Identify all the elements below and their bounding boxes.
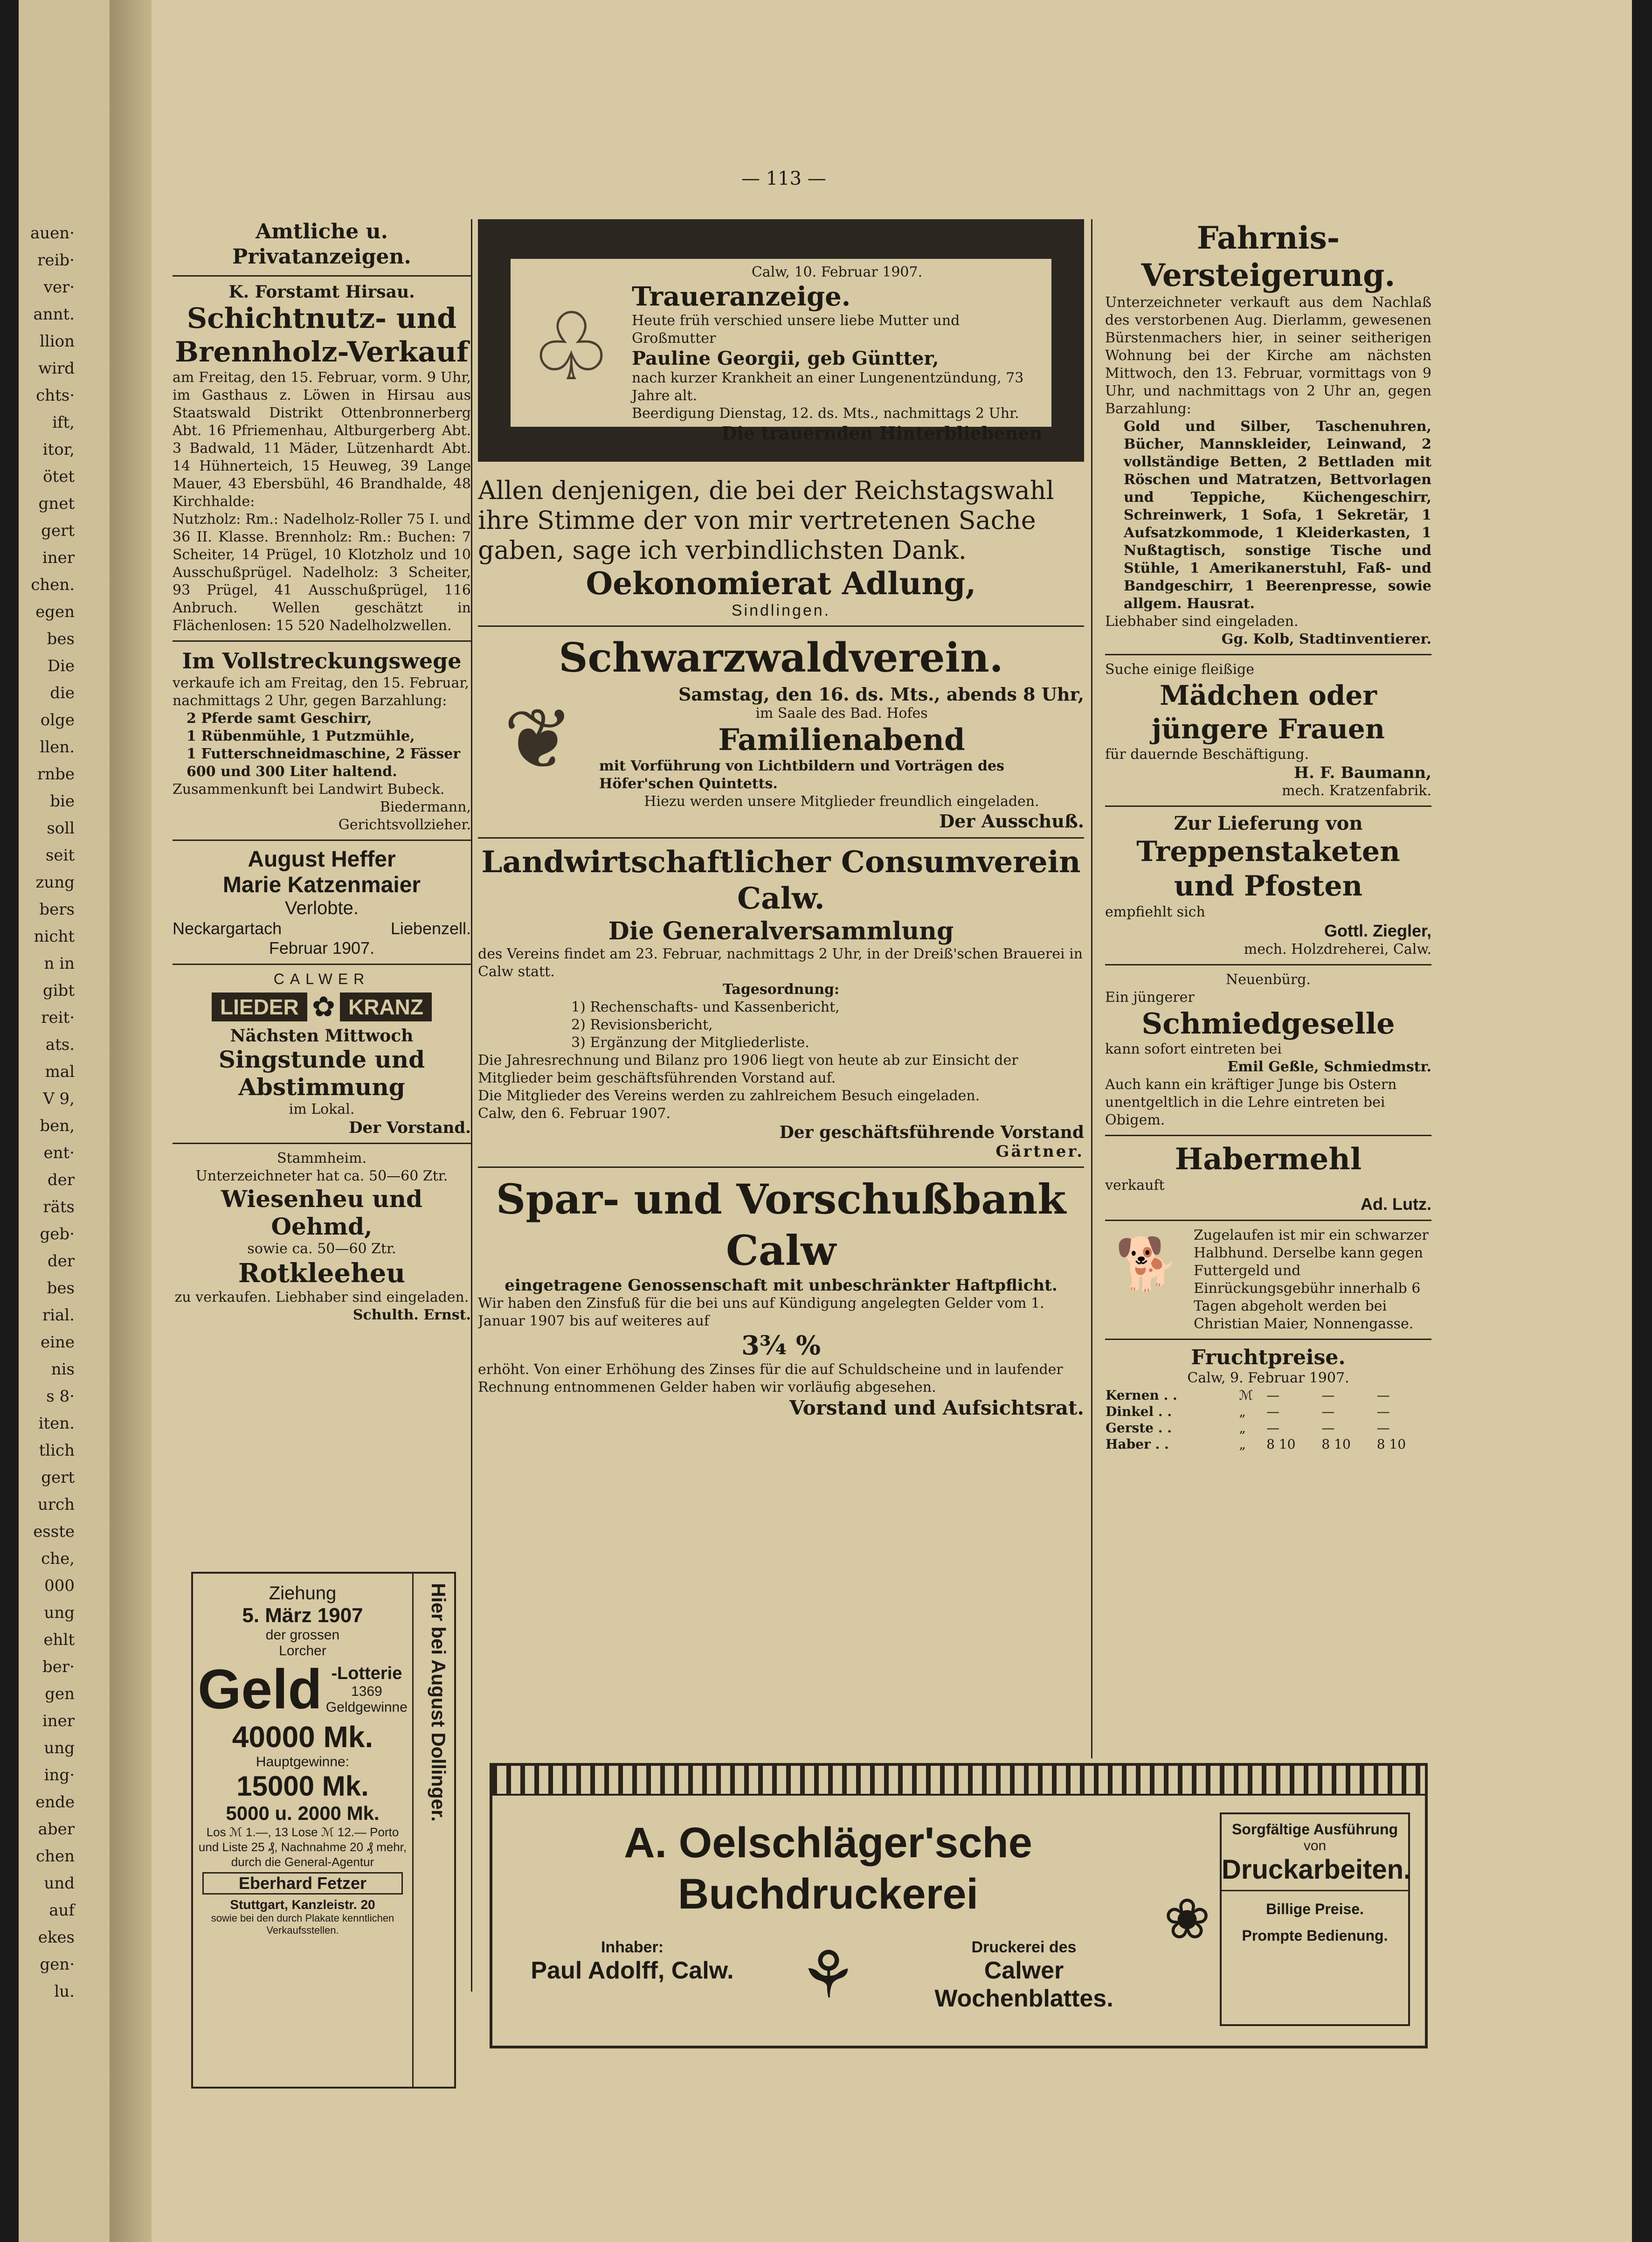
cv-sign-name: Gärtner. xyxy=(995,1142,1084,1161)
mourning-text: Beerdigung Dienstag, 12. ds. Mts., nachmittags 2 Uhr. xyxy=(632,405,1019,422)
hay-line: zu verkaufen. Liebhaber sind eingeladen. xyxy=(174,1289,469,1305)
page-number: — 113 — xyxy=(741,168,826,189)
previous-page-fragment: che, xyxy=(41,1549,75,1568)
previous-page-fragment: geb· xyxy=(40,1225,75,1243)
dog-icon: 🐕 xyxy=(1115,1234,1179,1294)
print-right-title: Druckarbeiten. xyxy=(1222,1854,1408,1891)
previous-page-fragment: bie xyxy=(50,792,75,811)
list-item: 1) Rechenschafts- und Kassenbericht, xyxy=(571,999,840,1015)
hay-place: Stammheim. xyxy=(276,1150,367,1166)
previous-page-fragment: llen. xyxy=(40,738,75,757)
supply-sign-2: mech. Holzdreherei, Calw. xyxy=(1244,941,1431,958)
bank-sign: Vorstand und Aufsichtsrat. xyxy=(789,1396,1084,1419)
club-sign: Der Vorstand. xyxy=(349,1118,471,1137)
sw-title: Schwarzwaldverein. xyxy=(559,634,1003,681)
hay-line: sowie ca. 50—60 Ztr. xyxy=(247,1241,396,1257)
club-line: Nächsten Mittwoch xyxy=(230,1026,414,1046)
mourning-name: Pauline Georgii, geb Güntter, xyxy=(632,347,939,369)
table-cell: „ xyxy=(1239,1404,1246,1419)
previous-page-fragment: ber· xyxy=(42,1658,75,1676)
table-row xyxy=(1105,1420,1431,1436)
print-owner-label: Inhaber: xyxy=(601,1938,664,1956)
previous-page-fragment: ende xyxy=(35,1793,75,1812)
wood-sale-details: Nutzholz: Rm.: Nadelholz-Roller 75 I. und 36 II. Klasse. Brennholz: Rm.: Buchen: 7 Scheiter, 14 Prügel, 10 Klotzholz und 10 Ausschußprügel. Nadelholz: 3 Scheiter, 93 Prügel, 41 Ausschußprügel, 116 Anbruch. Wellen geschätzt in Flächenlosen: 15 520 Nadelholzwellen. xyxy=(173,511,471,634)
table-cell: „ xyxy=(1239,1437,1246,1452)
previous-page-fragment: auen· xyxy=(30,224,75,243)
club-logo-right: KRANZ xyxy=(340,993,432,1021)
previous-page-fragment: gen· xyxy=(40,1955,75,1974)
sw-date: Samstag, den 16. ds. Mts., abends 8 Uhr, xyxy=(678,684,1084,705)
engagement-label: Verlobte. xyxy=(285,898,359,918)
section-header: Amtliche u. Privatanzeigen. xyxy=(232,220,411,269)
previous-page-fragment: rnbe xyxy=(37,765,75,784)
sw-sign: Der Ausschuß. xyxy=(939,811,1084,832)
sw-event: Familienabend xyxy=(718,722,965,757)
bank-title: Spar- und Vorschußbank Calw xyxy=(496,1175,1066,1275)
engagement-name-2: Marie Katzenmaier xyxy=(222,873,421,897)
previous-page-fragment: ben, xyxy=(40,1117,75,1135)
previous-page-fragment: ing· xyxy=(44,1766,75,1784)
table-cell: „ xyxy=(1239,1420,1246,1436)
column-right xyxy=(1105,219,1431,1758)
sw-invite: Hiezu werden unsere Mitglieder freundlich eingeladen. xyxy=(644,793,1039,810)
table-cell: — xyxy=(1376,1420,1390,1436)
table-cell: — xyxy=(1266,1404,1280,1419)
print-right-line: von xyxy=(1303,1838,1327,1853)
table-cell: — xyxy=(1321,1404,1335,1419)
previous-page-fragment: ver· xyxy=(43,278,75,297)
smith-text: kann sofort eintreten bei xyxy=(1105,1041,1282,1057)
signature: Biedermann, xyxy=(380,799,471,815)
previous-page-fragment: soll xyxy=(47,819,75,838)
previous-page-fragment: chen xyxy=(36,1847,75,1866)
previous-page-fragment: olge xyxy=(40,711,75,729)
previous-page-fragment: nicht xyxy=(34,927,75,946)
table-row xyxy=(1105,1403,1431,1420)
supply-sign: Gottl. Ziegler, xyxy=(1324,921,1431,940)
print-press: Calwer Wochenblattes. xyxy=(934,1957,1113,2012)
engagement-place-2: Liebenzell. xyxy=(390,919,471,938)
meeting-place: Zusammenkunft bei Landwirt Bubeck. xyxy=(173,781,445,798)
previous-page-fragment: 000 xyxy=(44,1576,75,1595)
prices-date: Calw, 9. Februar 1907. xyxy=(1187,1370,1349,1386)
dog-text: Zugelaufen ist mir ein schwarzer Halbhund. Derselbe kann gegen Futtergeld und Einrückungsgebühr innerhalb 6 Tagen abgeholt werden bei Christian Maier, Nonnengasse. xyxy=(1194,1227,1429,1332)
supply-text: empfiehlt sich xyxy=(1105,904,1205,920)
table-cell: — xyxy=(1321,1420,1335,1436)
table-cell: — xyxy=(1321,1388,1335,1403)
list-item: 2) Revisionsbericht, xyxy=(571,1017,713,1033)
previous-page-fragment: iner xyxy=(42,548,75,567)
previous-page-fragment: tlich xyxy=(39,1441,75,1460)
lottery-geld: Geld xyxy=(198,1658,322,1721)
smith-place: Neuenbürg. xyxy=(1225,972,1311,988)
column-rule xyxy=(471,219,472,1992)
lottery-line: sowie bei den durch Plakate kenntlichen Verkaufsstellen. xyxy=(211,1912,394,1936)
cv-text: Die Mitglieder des Vereins werden zu zahlreichem Besuch eingeladen. xyxy=(478,1088,980,1104)
thanks-sign: Oekonomierat Adlung, xyxy=(586,565,976,602)
enforcement-body: verkaufe ich am Freitag, den 15. Februar, nachmittags 2 Uhr, gegen Barzahlung: xyxy=(173,675,469,709)
previous-page-fragment: ent· xyxy=(43,1144,75,1162)
table-cell: 8 10 xyxy=(1376,1437,1406,1452)
auction-title: Fahrnis-Versteigerung. xyxy=(1141,220,1396,293)
table-cell: 8 10 xyxy=(1321,1437,1351,1452)
lottery-top-prize: 40000 Mk. xyxy=(232,1720,373,1754)
sw-place: im Saale des Bad. Hofes xyxy=(755,705,928,722)
mourning-notice xyxy=(478,219,1084,466)
signature-title: Gerichtsvollzieher. xyxy=(338,817,471,833)
previous-page-fragment: ötet xyxy=(43,467,75,486)
wood-sale-title: Schichtnutz- und Brennholz-Verkauf xyxy=(175,302,469,368)
lottery-line: Hauptgewinne: xyxy=(256,1754,350,1770)
lottery-prize: 5000 u. 2000 Mk. xyxy=(226,1802,380,1824)
club-logo xyxy=(173,991,471,1023)
wood-sale-body: am Freitag, den 15. Februar, vorm. 9 Uhr, im Gasthaus z. Löwen in Hirsau aus Staatswald Distrikt Ottenbronnerberg Abt. 16 Pfriemenhau, Altburgerberg Abt. 3 Badwald, 11 Mäder, Lützenhardt Abt. 14 Hühnerteich, 15 Heuweg, 39 Lange Mauer, 43 Ebersbühl, 46 Brandhalde, 48 Kirchhalde: xyxy=(173,369,471,510)
previous-page-fragment: V 9, xyxy=(43,1090,75,1108)
previous-page-fragment: chen. xyxy=(31,576,75,594)
lottery-prize: 15000 Mk. xyxy=(236,1770,369,1802)
previous-page-fragment: auf xyxy=(49,1901,75,1920)
lottery-address: Stuttgart, Kanzleistr. 20 xyxy=(230,1897,375,1912)
thanks-text: Allen denjenigen, die bei der Reichstagswahl ihre Stimme der von mir vertretenen Sache gaben, sage ich verbindlichsten Dank. xyxy=(478,476,1054,565)
lottery-count: 1369 xyxy=(351,1683,382,1699)
previous-page-fragment: der xyxy=(47,1171,75,1189)
lottery-line: Lorcher xyxy=(279,1643,326,1659)
auction-text: Unterzeichneter verkauft aus dem Nachlaß des verstorbenen Aug. Dierlamm, gewesenen Bürstenmachers hier, in seiner seitherigen Wohnung bei der Kirche am nächsten Mittwoch, den 13. Februar, vormittags von 9 Uhr, und nachmittags von 2 Uhr an, gegen Barzahlung: xyxy=(1105,294,1431,417)
previous-page-fragment: eine xyxy=(40,1333,75,1352)
print-shop-name: A. Oelschläger'sche Buchdruckerei xyxy=(624,1819,1032,1918)
enforcement-title: Im Vollstreckungswege xyxy=(182,648,462,673)
job-title: Mädchen oder jüngere Frauen xyxy=(1152,680,1385,745)
job-sign-2: mech. Kratzenfabrik. xyxy=(1282,783,1431,799)
bank-text: erhöht. Von einer Erhöhung des Zinses für die auf Schuldscheine und in laufender Rechnung entnommenen Gelder haben wir vorläufig abgesehen. xyxy=(478,1361,1063,1395)
previous-page-fragment: und xyxy=(44,1874,75,1893)
previous-page-fragment: egen xyxy=(35,603,75,621)
print-owner: Paul Adolff, Calw. xyxy=(531,1957,734,1984)
cv-subtitle: Die Generalversammlung xyxy=(608,917,954,945)
print-right-line: Prompte Bedienung. xyxy=(1242,1927,1388,1944)
previous-page-fragment: bes xyxy=(47,1279,75,1298)
previous-page-fragment: ehlt xyxy=(43,1631,75,1649)
previous-page-fragment: reib· xyxy=(37,251,75,270)
previous-page-fragment: iten. xyxy=(38,1414,75,1433)
table-cell: Haber . . xyxy=(1106,1437,1169,1452)
lottery-terms: Los ℳ 1.—, 13 Lose ℳ 12.— Porto und Liste 25 ₰, Nachnahme 20 ₰ mehr, durch die General-Agentur xyxy=(198,1825,407,1869)
engagement-place-1: Neckargartach xyxy=(173,919,282,938)
list-item: 1 Rübenmühle, 1 Putzmühle, xyxy=(187,728,415,744)
previous-page-fragment: zung xyxy=(35,873,75,892)
club-logo-left: LIEDER xyxy=(212,993,307,1021)
table-cell: — xyxy=(1376,1404,1390,1419)
previous-page-fragment: esste xyxy=(33,1522,75,1541)
lottery-side-text: Hier bei August Dollinger. xyxy=(428,1583,449,1822)
previous-page-fragment: seit xyxy=(45,846,75,865)
previous-page-fragment: ift, xyxy=(52,413,75,432)
table-cell: Kernen . . xyxy=(1106,1388,1177,1403)
oats-text: verkauft xyxy=(1105,1177,1165,1194)
table-cell: — xyxy=(1266,1420,1280,1436)
previous-page-fragment: n in xyxy=(44,954,75,973)
previous-page-fragment: lu. xyxy=(54,1982,75,2001)
lyre-icon: ✿ xyxy=(311,991,335,1023)
previous-page-fragment: iner xyxy=(42,1712,75,1730)
previous-page-fragment: gert xyxy=(41,521,75,540)
mourning-date: Calw, 10. Februar 1907. xyxy=(751,264,923,280)
previous-page-fragment: gnet xyxy=(38,494,75,513)
previous-page-fragment: llion xyxy=(40,332,75,351)
previous-page-fragment: rial. xyxy=(42,1306,75,1325)
engagement-name-1: August Heffer xyxy=(248,847,396,872)
previous-page-fragment: chts· xyxy=(36,386,75,405)
list-item: 2 Pferde samt Geschirr, xyxy=(187,710,372,727)
auction-items: Gold und Silber, Taschenuhren, Bücher, Mannskleider, Leinwand, 2 vollständige Betten, 2 Bettladen mit Röschen und Matratzen, Bettvorlagen und Teppiche, Küchengeschirr, Schreinwerk, 1 Sofa, 1 Sekretär, 1 Aufsatzkommode, 1 Kleiderkasten, 1 Nußtagtisch, sonstige Tische und Stühle, 1 Amerikanerstuhl, Faß- und Bandgeschirr, 1 Beerenpresse, sowie allgem. Hausrat. xyxy=(1124,418,1431,612)
smith-text: Auch kann ein kräftiger Junge bis Ostern unentgeltlich in die Lehre eintreten bei Obigem. xyxy=(1105,1076,1397,1128)
previous-page-fragment: nis xyxy=(51,1360,75,1379)
previous-page-fragment: ung xyxy=(44,1603,75,1622)
engagement-date: Februar 1907. xyxy=(269,938,375,958)
lottery-agent: Eberhard Fetzer xyxy=(202,1872,403,1895)
print-press-label: Druckerei des xyxy=(971,1938,1077,1956)
hay-sign: Schulth. Ernst. xyxy=(353,1307,471,1323)
table-row xyxy=(1105,1436,1431,1452)
column-rule xyxy=(1091,219,1092,1758)
column-middle xyxy=(478,219,1084,1758)
lottery-date: 5. März 1907 xyxy=(242,1604,363,1627)
cv-agenda: Tagesordnung: xyxy=(722,981,840,998)
supply-title: Treppenstaketen und Pfosten xyxy=(1136,835,1400,902)
lottery-line: Ziehung xyxy=(269,1583,337,1603)
table-cell: Dinkel . . xyxy=(1106,1404,1172,1419)
print-shop-ad xyxy=(490,1763,1428,2048)
cv-date: Calw, den 6. Februar 1907. xyxy=(478,1105,671,1122)
previous-page-fragment: gen xyxy=(45,1685,75,1703)
table-row xyxy=(1105,1387,1431,1403)
mourning-sign: Die trauernden Hinterbliebenen xyxy=(721,423,1042,444)
table-cell: 8 10 xyxy=(1266,1437,1296,1452)
thanks-place: Sindlingen. xyxy=(731,602,831,619)
lottery-line: der grossen xyxy=(265,1627,340,1643)
prices-title: Fruchtpreise. xyxy=(1191,1346,1346,1369)
smith-title: Schmiedgeselle xyxy=(1141,1006,1395,1041)
book-gutter xyxy=(110,0,152,2242)
print-right-line: Billige Preise. xyxy=(1266,1901,1364,1917)
smith-intro: Ein jüngerer xyxy=(1105,989,1195,1006)
list-item: 3) Ergänzung der Mitgliederliste. xyxy=(571,1034,809,1051)
bank-text: Wir haben den Zinsfuß für die bei uns auf Kündigung angelegten Gelder vom 1. Januar 1907 bis auf weiteres auf xyxy=(478,1295,1044,1329)
table-cell: — xyxy=(1266,1388,1280,1403)
previous-page-fragment: reit· xyxy=(41,1008,75,1027)
willow-gravestone-icon: ♧ xyxy=(529,293,613,402)
table-cell: ℳ xyxy=(1239,1388,1253,1403)
club-event: Singstunde und Abstimmung xyxy=(218,1046,425,1101)
cv-title: Landwirtschaftlicher Consumverein Calw. xyxy=(481,845,1081,916)
list-item: 1 Futterschneidmaschine, 2 Fässer 600 und 300 Liter haltend. xyxy=(187,746,461,780)
previous-page-fragment: itor, xyxy=(42,440,75,459)
cv-sign: Der geschäftsführende Vorstand xyxy=(779,1123,1084,1142)
previous-page-fragment: ats. xyxy=(45,1035,75,1054)
forest-office: K. Forstamt Hirsau. xyxy=(228,282,415,302)
auction-sign: Gg. Kolb, Stadtinventierer. xyxy=(1221,631,1431,647)
previous-page-fragment: wird xyxy=(38,359,75,378)
flower-ornament-icon: ❀ xyxy=(1163,1887,1211,1952)
hay-line: Unterzeichneter hat ca. 50—60 Ztr. xyxy=(195,1168,448,1184)
sw-program: mit Vorführung von Lichtbildern und Vorträgen des Höfer'schen Quintetts. xyxy=(599,758,1004,792)
previous-page-fragment: die xyxy=(50,684,75,702)
lottery-word: -Lotterie xyxy=(331,1663,402,1683)
previous-page-fragment: ung xyxy=(44,1739,75,1757)
lottery-line: Geldgewinne xyxy=(325,1699,408,1715)
oats-sign: Ad. Lutz. xyxy=(1361,1194,1431,1214)
fir-branch-icon: ❦ xyxy=(503,691,574,788)
auction-invite: Liebhaber sind eingeladen. xyxy=(1105,613,1299,630)
table-cell: Gerste . . xyxy=(1106,1420,1172,1436)
previous-page-fragment: gert xyxy=(41,1468,75,1487)
cv-text: Die Jahresrechnung und Bilanz pro 1906 liegt von heute ab zur Einsicht der Mitglieder beim geschäftsführenden Vorstand auf. xyxy=(478,1052,1018,1086)
page-body xyxy=(154,0,1632,2242)
previous-page-fragment: bes xyxy=(47,630,75,648)
previous-page-fragment: mal xyxy=(45,1062,75,1081)
hay-title-2: Rotkleeheu xyxy=(238,1258,406,1289)
lottery-ad xyxy=(191,1572,456,2089)
previous-page-fragment: urch xyxy=(37,1495,75,1514)
mourning-title: Traueranzeige. xyxy=(632,281,851,312)
job-sign: H. F. Baumann, xyxy=(1294,764,1431,782)
cv-text: des Vereins findet am 23. Februar, nachmittags 2 Uhr, in der Dreiß'schen Brauerei in Calw statt. xyxy=(478,946,1083,980)
flower-ornament-icon: ⚘ xyxy=(799,1937,857,2013)
mourning-text: nach kurzer Krankheit an einer Lungenentzündung, 73 Jahre alt. xyxy=(632,370,1024,404)
hay-title: Wiesenheu und Oehmd, xyxy=(221,1185,422,1240)
previous-page-fragment: bers xyxy=(39,900,75,919)
previous-page-fragment: gibt xyxy=(42,981,75,1000)
oats-title: Habermehl xyxy=(1175,1142,1362,1177)
club-place: im Lokal. xyxy=(289,1101,355,1118)
newspaper-page xyxy=(19,0,1632,2242)
previous-page-fragment: räts xyxy=(43,1198,75,1216)
ornament-border xyxy=(492,1766,1425,1796)
previous-page-fragment: Die xyxy=(47,657,75,675)
bank-rate: 3¾ % xyxy=(741,1330,821,1361)
job-intro: Suche einige fleißige xyxy=(1105,661,1254,678)
print-right-line: Sorgfältige Ausführung xyxy=(1231,1821,1398,1838)
mourning-text: Heute früh verschied unsere liebe Mutter und Großmutter xyxy=(632,312,960,347)
prices-table xyxy=(1105,1387,1431,1452)
previous-page-fragment: aber xyxy=(38,1820,75,1839)
previous-page-fragment: der xyxy=(47,1252,75,1270)
smith-sign: Emil Geßle, Schmiedmstr. xyxy=(1227,1059,1431,1075)
table-cell: — xyxy=(1376,1388,1390,1403)
bank-subtitle: eingetragene Genossenschaft mit unbeschränkter Haftpflicht. xyxy=(505,1276,1058,1295)
job-text: für dauernde Beschäftigung. xyxy=(1105,746,1309,763)
previous-page-fragment: s 8· xyxy=(46,1387,75,1406)
previous-page-fragment: ekes xyxy=(38,1928,75,1947)
club-arc-text: CALWER xyxy=(273,971,370,987)
previous-page-fragment: annt. xyxy=(33,305,75,324)
supply-intro: Zur Lieferung von xyxy=(1174,812,1363,834)
